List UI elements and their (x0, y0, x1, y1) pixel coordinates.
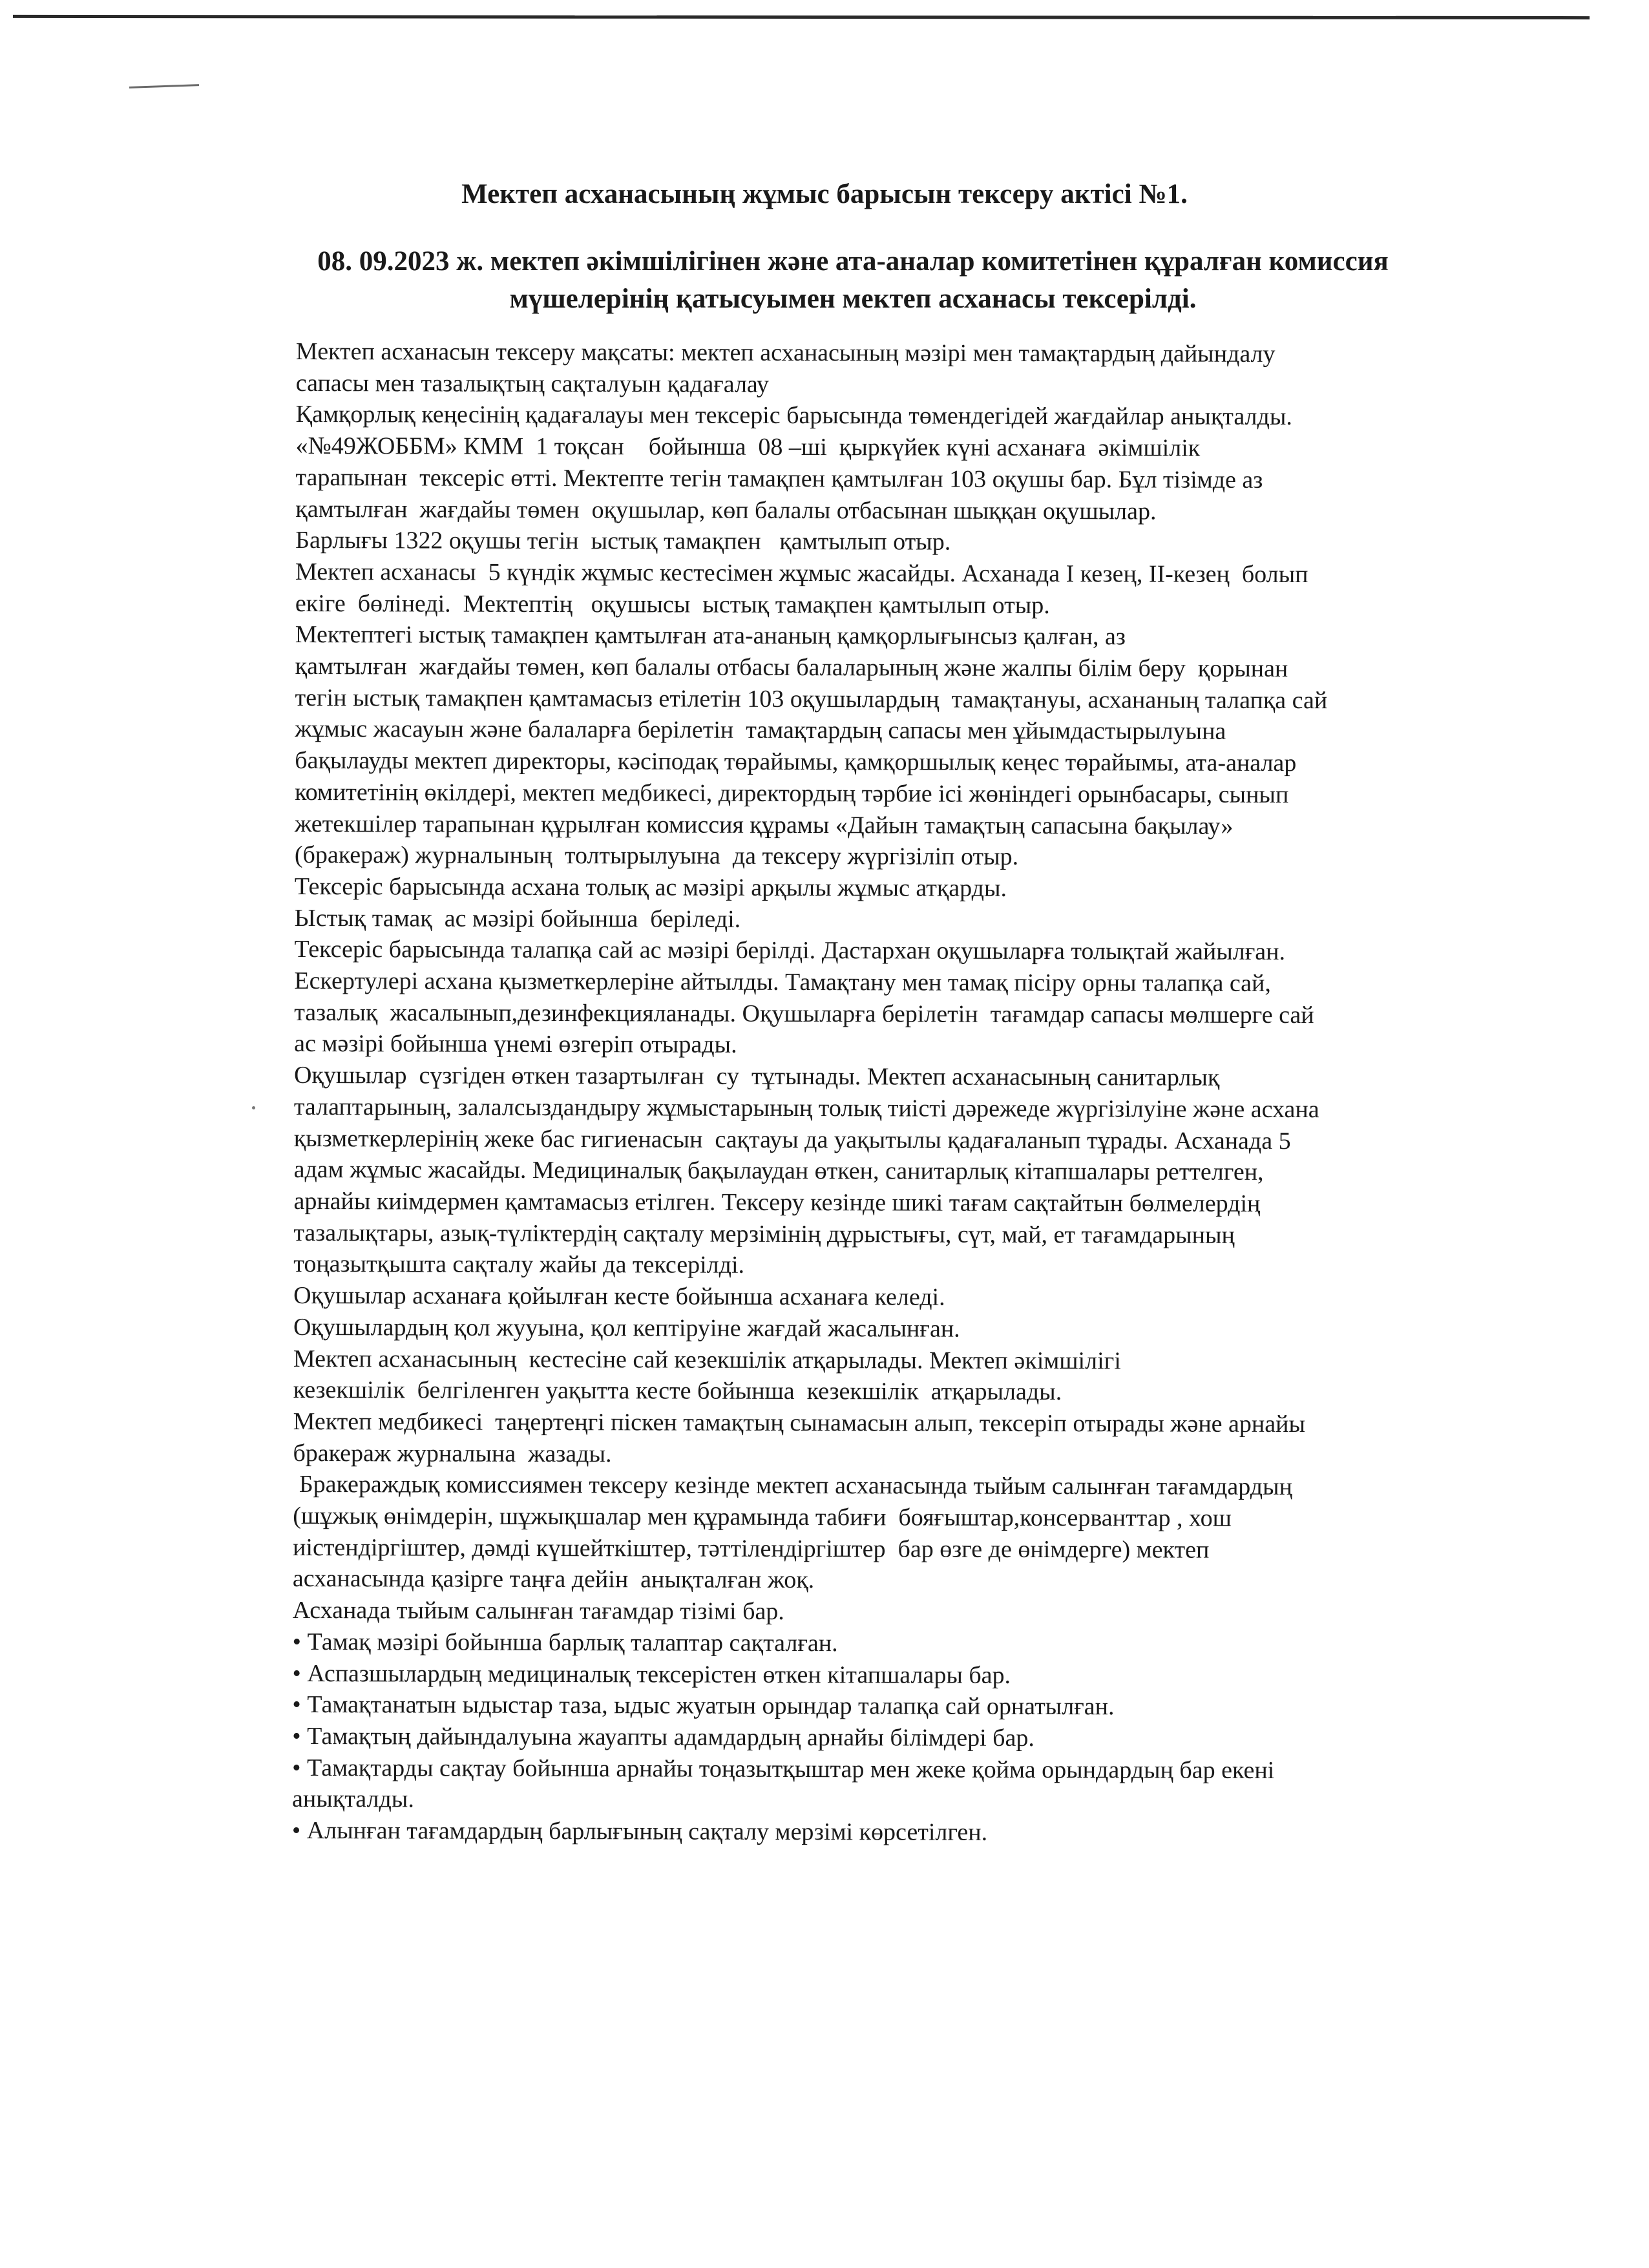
body-line: жұмыс жасауын және балаларға берілетін тамақтардың сапасы мен ұйымдастырылуына (295, 715, 1226, 746)
scan-edge-line (13, 15, 1590, 19)
subtitle-line-1: 08. 09.2023 ж. мектеп әкімшілігінен және ата-аналар комитетінен құралған комиссия (317, 246, 1389, 277)
body-line: Оқушылар асханаға қойылған кесте бойынша асханаға келеді. (293, 1282, 945, 1311)
document-body (292, 336, 1562, 1850)
body-line: бақылауды мектеп директоры, кәсіподақ төрайымы, қамқоршылық кеңес төрайымы, ата-аналар (295, 747, 1297, 777)
body-line: • Тамақтарды сақтау бойынша арнайы тоңазытқыштар мен жеке қойма орындардың бар екені (292, 1754, 1275, 1784)
body-line: қызметкерлерінің жеке бас гигиенасын сақтауы да уақытылы қадағаланып тұрады. Асханада 5 (293, 1124, 1291, 1155)
body-line: қамтылған жағдайы төмен оқушылар, көп балалы отбасынан шыққан оқушылар. (295, 495, 1157, 525)
body-line: Қамқорлық кеңесінің қадағалауы мен тексеріс барысында төмендегідей жағдайлар анықталды. (295, 401, 1292, 431)
body-line: Мектеп медбикесі таңертеңгі піскен тамақтың сынамасын алып, тексеріп отырады және арнайы (293, 1407, 1306, 1438)
body-line: • Тамақтанатын ыдыстар таза, ыдыс жуатын орындар талапқа сай орнатылған. (292, 1691, 1115, 1721)
body-line: Мектеп асханасын тексеру мақсаты: мектеп асханасының мәзірі мен тамақтардың дайындалу (295, 338, 1276, 368)
body-line: комитетінің өкілдері, мектеп медбикесі, директордың тәрбие ісі жөніндегі орынбасары, сынып (295, 778, 1289, 808)
body-line: • Аспазшылардың медициналық тексерістен өткен кітапшалары бар. (292, 1659, 1011, 1689)
subtitle-line-2: мүшелерінің қатысуымен мектеп асханасы тексерілді. (509, 284, 1197, 314)
body-line: асханасында қазірге таңға дейін анықталған жоқ. (292, 1565, 815, 1594)
body-line: сапасы мен тазалықтың сақталуын қадағалау (295, 369, 769, 398)
body-line: бракераж журналына жазады. (293, 1439, 612, 1467)
body-line: Ыстық тамақ ас мәзірі бойынша беріледі. (294, 904, 741, 933)
body-line: тазалық жасалынып,дезинфекцияланады. Оқушыларға берілетін тағамдар сапасы мөлшерге сай (294, 998, 1314, 1029)
document-subtitle (258, 243, 1447, 318)
body-line: • Алынған тағамдардың барлығының сақталу мерзімі көрсетілген. (291, 1817, 988, 1846)
body-line: анықталды. (292, 1785, 414, 1813)
body-line: Оқушылардың қол жууына, қол кептіруіне жағдай жасалынған. (293, 1313, 960, 1343)
body-line: Мектеп асханасының кестесіне сай кезекшілік атқарылады. Мектеп әкімшілігі (293, 1345, 1121, 1374)
document-title: Мектеп асханасының жұмыс барысын тексеру актісі №1. (461, 179, 1188, 209)
body-line: кезекшілік белгіленген уақытта кесте бойынша кезекшілік атқарылады. (293, 1376, 1062, 1406)
body-line: Мектеп асханасы 5 күндік жұмыс кестесімен жұмыс жасайды. Асханада І кезең, ІІ-кезең болып (295, 558, 1308, 589)
body-line: иістендіргіштер, дәмді күшейткіштер, тәттілендіргіштер бар өзге де өнімдерге) мектеп (293, 1533, 1210, 1564)
body-line: тегін ыстық тамақпен қамтамасыз етілетін 103 оқушылардың тамақтануы, асхананың талапқа сай (295, 684, 1328, 714)
body-line: қамтылған жағдайы төмен, көп балалы отбасы балаларының және жалпы білім беру қорынан (295, 653, 1288, 683)
body-line: адам жұмыс жасайды. Медициналық бақылаудан өткен, санитарлық кітапшалары реттелген, (293, 1156, 1264, 1186)
scan-mark (129, 84, 199, 89)
body-line: тоңазытқышта сақталу жайы да тексерілді. (293, 1250, 745, 1279)
body-line: • Тамақ мәзірі бойынша барлық талаптар сақталған. (292, 1628, 838, 1657)
body-line: Оқушылар сүзгіден өткен тазартылған су тұтынады. Мектеп асханасының санитарлық (293, 1062, 1220, 1091)
body-line: екіге бөлінеді. Мектептің оқушысы ыстық тамақпен қамтылып отыр. (295, 589, 1050, 619)
body-line: Асханада тыйым салынған тағамдар тізімі бар. (292, 1597, 784, 1626)
body-line: Тексеріс барысында талапқа сай ас мәзірі берілді. Дастархан оқушыларға толықтай жайылған. (294, 936, 1286, 966)
body-line: талаптарының, залалсыздандыру жұмыстарының толық тиісті дәрежеде жүргізілуіне және асхана (293, 1093, 1319, 1124)
body-line: (бракераж) журналының толтырылуына да тексеру жүргізіліп отыр. (294, 841, 1019, 871)
body-line: Барлығы 1322 оқушы тегін ыстық тамақпен қамтылып отыр. (295, 527, 951, 556)
body-line: Тексеріс барысында асхана толық ас мәзірі арқылы жұмыс атқарды. (294, 872, 1007, 902)
body-line: • Тамақтың дайындалуына жауапты адамдардың арнайы білімдері бар. (292, 1722, 1035, 1752)
body-line: «№49ЖОББМ» КММ 1 тоқсан бойынша 08 –ші қыркүйек күні асханаға әкімшілік (295, 432, 1201, 462)
body-line: Мектептегі ыстық тамақпен қамтылған ата-ананың қамқорлығынсыз қалған, аз (295, 621, 1126, 651)
body-line: Ескертулері асхана қызметкерлеріне айтылды. Тамақтану мен тамақ пісіру орны талапқа сай, (294, 967, 1271, 998)
body-line: тазалықтары, азық-түліктердің сақталу мерзімінің дұрыстығы, сүт, май, ет тағамдарының (293, 1219, 1235, 1249)
body-line: тарапынан тексеріс өтті. Мектепте тегін тамақпен қамтылған 103 оқушы бар. Бұл тізімде аз (295, 463, 1263, 494)
body-line: (шұжық өнімдерін, шұжықшалар мен құрамында табиғи бояғыштар,консерванттар , хош (293, 1502, 1232, 1532)
body-line: Бракераждық комиссиямен тексеру кезінде мектеп асханасында тыйым салынған тағамдардың (293, 1471, 1292, 1501)
body-line: ас мәзірі бойынша үнемі өзгеріп отырады. (294, 1030, 737, 1059)
body-line: жетекшілер тарапынан құрылған комиссия құрамы «Дайын тамақтың сапасына бақылау» (294, 810, 1234, 840)
scan-dot (252, 1106, 255, 1109)
body-line: арнайы киімдермен қамтамасыз етілген. Тексеру кезінде шикі тағам сақтайтын бөлмелердің (293, 1187, 1261, 1217)
